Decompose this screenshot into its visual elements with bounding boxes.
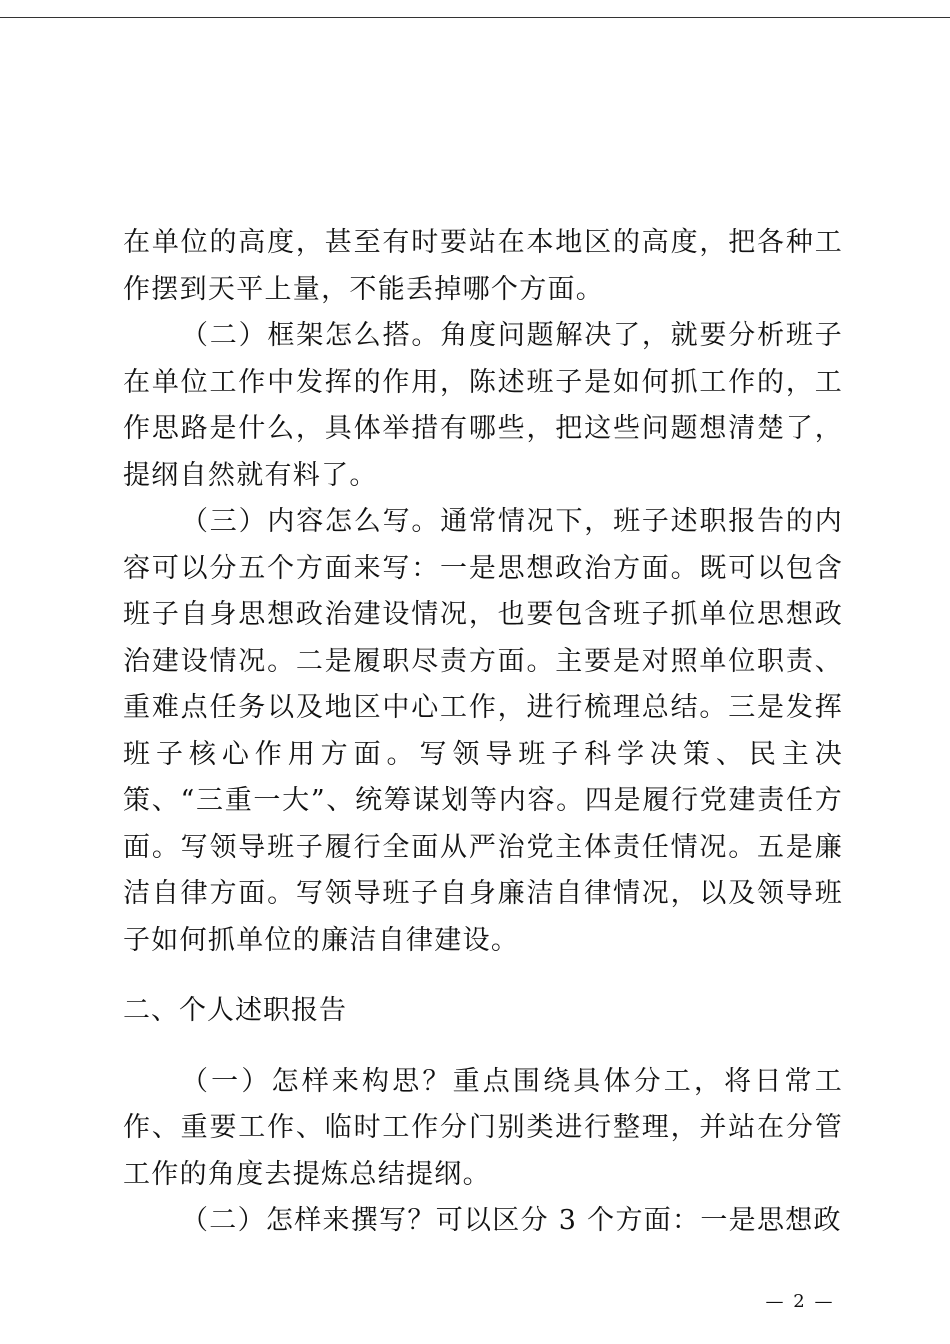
page-number: — 2 —	[765, 1291, 835, 1312]
paragraph-conception: （一）怎样来构思？重点围绕具体分工，将日常工作、重要工作、临时工作分门别类进行整理，并站在分管工作的角度去提炼总结提纲。	[123, 1065, 843, 1190]
header-rule	[0, 17, 950, 18]
paragraph-content: （三）内容怎么写。通常情况下，班子述职报告的内容可以分五个方面来写：一是思想政治方面。既可以包含班子自身思想政治建设情况，也要包含班子抓单位思想政治建设情况。二是履职尽责方面。主要是对照单位职责、重难点任务以及地区中心工作，进行梳理总结。三是发挥班子核心作用方面。写领导班子科学决策、民主决策、“三重一大”、统筹谋划等内容。四是履行党建责任方面。写领导班子履行全面从严治党主体责任情况。五是廉洁自律方面。写领导班子自身廉洁自律情况，以及领导班子如何抓单位的廉洁自律建设。	[123, 506, 843, 956]
section-heading: 二、个人述职报告	[123, 995, 347, 1026]
paragraph-framework: （二）框架怎么搭。角度问题解决了，就要分析班子在单位工作中发挥的作用，陈述班子是如何抓工作的，工作思路是什么，具体举措有哪些，把这些问题想清楚了，提纲自然就有料了。	[123, 320, 843, 491]
document-body	[123, 220, 843, 1245]
paragraph-writing: （二）怎样来撰写？可以区分 3 个方面：一是思想政	[181, 1205, 842, 1236]
paragraph-continuation: 在单位的高度，甚至有时要站在本地区的高度，把各种工作摆到天平上量，不能丢掉哪个方面。	[123, 227, 843, 305]
